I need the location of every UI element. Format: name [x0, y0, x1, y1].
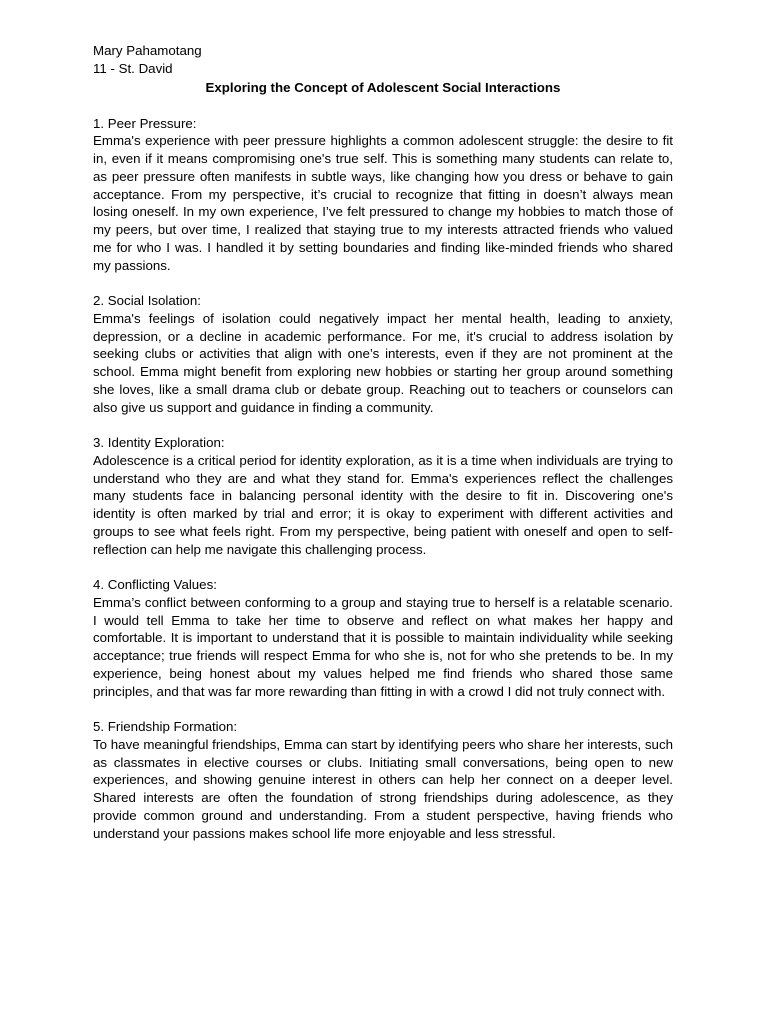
section-body: Emma's experience with peer pressure highlights a common adolescent struggle: the desire to fit in, even if it means compromising one's true self. This is something many students can relate to, as peer pressure often manifests in subtle ways, like changing how you dress or behave to gain acceptance. From my perspective, it’s crucial to recognize that fitting in doesn’t always mean losing oneself. In my own experience, I’ve felt pressured to change my hobbies to match those of my peers, but over time, I realized that staying true to my interests attracted friends who valued me for who I was. I handled it by setting boundaries and finding like-minded friends who shared my passions. [93, 133, 673, 273]
section-friendship-formation [93, 718, 673, 842]
section-peer-pressure [93, 115, 673, 275]
author-name: Mary Pahamotang [93, 43, 202, 58]
section-identity-exploration [93, 434, 673, 558]
section-body: To have meaningful friendships, Emma can start by identifying peers who share her interests, such as classmates in elective courses or clubs. Initiating small conversations, being open to new experiences, and showing genuine interest in others can help her connect on a deeper level. Shared interests are often the foundation of strong friendships during adolescence, as they provide common ground and understanding. From a student perspective, having friends who understand your passions makes school life more enjoyable and less stressful. [93, 736, 673, 841]
class-section: 11 - St. David [93, 60, 173, 76]
section-heading: 5. Friendship Formation: [93, 719, 238, 734]
section-body: Emma’s conflict between conforming to a group and staying true to herself is a relatable scenario. I would tell Emma to take her time to observe and reflect on what makes her happy and comfortable. It is important to understand that it is possible to maintain individuality while seeking acceptance; true friends will respect Emma for who she is, not for who she pretends to be. In my experience, being honest about my values helped me find friends who shared those same principles, and that was far more rewarding than fitting in with a crowd I did not truly connect with. [93, 594, 673, 699]
section-heading: 2. Social Isolation: [93, 293, 201, 308]
section-social-isolation [93, 292, 673, 416]
section-body: Adolescence is a critical period for identity exploration, as it is a time when individuals are trying to understand who they are and what they stand for. Emma's experiences reflect the challenges many students face in balancing personal identity with the desire to fit in. Discovering one's identity is often marked by trial and error; it is okay to experiment with different activities and groups to see what feels right. From my perspective, being patient with oneself and open to self-reflection can help me navigate this challenging process. [93, 452, 673, 557]
document-page [93, 42, 673, 842]
section-heading: 3. Identity Exploration: [93, 435, 225, 450]
document-title: Exploring the Concept of Adolescent Social Interactions [205, 80, 561, 95]
section-conflicting-values [93, 576, 673, 700]
section-heading: 1. Peer Pressure: [93, 115, 197, 131]
section-heading: 4. Conflicting Values: [93, 577, 217, 592]
section-body: Emma's feelings of isolation could negatively impact her mental health, leading to anxiety, depression, or a decline in academic performance. For me, it's crucial to address isolation by seeking clubs or activities that align with one’s interests, even if they are not prominent at the school. Emma might benefit from exploring new hobbies or starting her group around something she loves, like a small drama club or debate group. Reaching out to teachers or counselors can also give us support and guidance in finding a community. [93, 310, 673, 415]
